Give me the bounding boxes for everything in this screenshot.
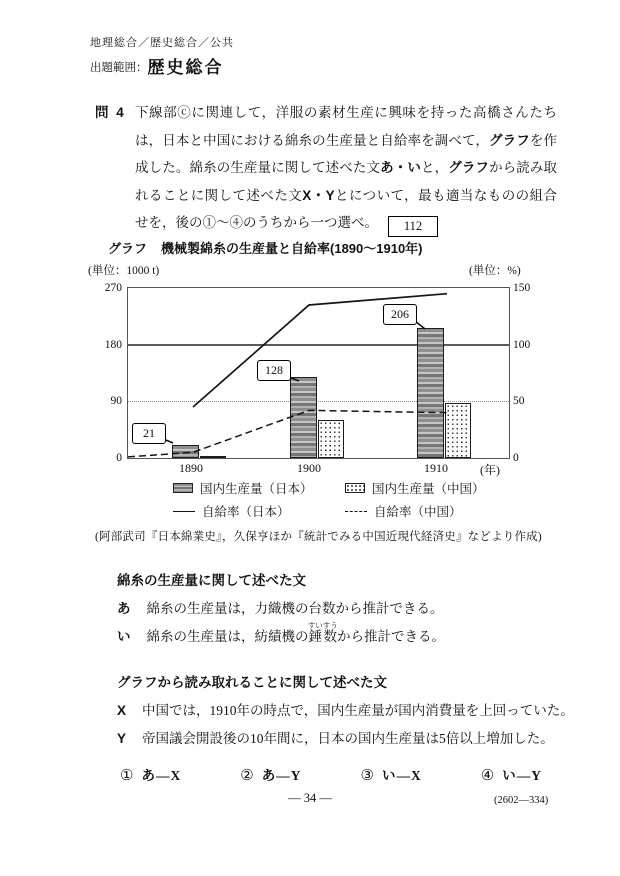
choice-3-number: ③ (360, 768, 374, 784)
y-axis-tick-right: 0 (513, 452, 519, 464)
choice-1 (120, 764, 181, 785)
statement-a-text: 綿糸の生産量は，力織機の台数から推計できる。 (146, 601, 444, 616)
statement-y-text: 帝国議会開設後の10年間に，日本の国内生産量は5倍以上増加した。 (142, 731, 554, 746)
choice-1-number: ① (120, 768, 134, 784)
statement-y (117, 727, 554, 747)
choice-2 (240, 764, 301, 785)
question-bold-a-i: あ・い (380, 160, 421, 176)
bar-china-1900 (318, 420, 344, 458)
y-axis-tick-left: 0 (116, 452, 122, 464)
question-text-4: から読み取れることに関して述べた文 (135, 160, 558, 203)
x-axis-label: 1910 (424, 461, 448, 475)
question-text-2: を作成した。綿糸の生産量に関して述べた文 (135, 132, 558, 176)
statement-i (117, 621, 445, 645)
japan-bar-swatch-icon (173, 483, 193, 493)
gridline (128, 344, 509, 346)
bar-japan-1910 (417, 328, 444, 458)
data-label-callout: 21 (132, 423, 166, 444)
chart-source-note: (阿部武司『日本綿業史』，久保亨ほか『統計でみる中国近現代経済史』などより作成) (95, 531, 542, 543)
choice-4 (481, 764, 542, 785)
chart-title-line (108, 238, 423, 257)
statement-x-label: X (117, 703, 127, 718)
statement-i-label: い (117, 629, 131, 644)
y-axis-tick-right: 100 (513, 338, 531, 351)
ruby-base: 錘数 (307, 629, 338, 644)
y-axis-tick-right: 50 (513, 395, 525, 408)
question-text-1: 下線部ⓒに関連して，洋服の素材生産に興味を持った高橋さんたちは，日本と中国における綿糸の生産量と自給率を調べて， (135, 105, 557, 148)
chart-plot (104, 282, 531, 477)
legend-label: 自給率（中国） (374, 505, 462, 519)
x-axis-year-suffix: (年) (480, 463, 500, 477)
subject-line: 地理総合／歴史総合／公共 (90, 37, 234, 49)
ruby-suisu (307, 621, 338, 644)
question-bold-graph-2: グラフ (448, 160, 490, 176)
answer-choices (120, 764, 542, 785)
data-label-callout: 206 (383, 304, 417, 325)
choice-2-label: あ―Y (261, 768, 302, 783)
x-axis-label: 1900 (297, 461, 321, 475)
question-text-3: と， (420, 160, 449, 176)
left-axis-unit: (単位：1000 t) (88, 265, 160, 277)
bar-japan-1900 (290, 377, 317, 458)
statement-x (117, 699, 574, 719)
choice-2-number: ② (240, 768, 254, 784)
y-axis-tick-right: 150 (513, 282, 531, 294)
question-text-5: とについて，最も適当なものの組合せを，後の①～④のうちから一つ選べ。 (135, 187, 558, 231)
ruby-furigana: すいすう (307, 621, 338, 630)
question-bold-x-y: X・Y (302, 187, 335, 203)
production-statements-heading: 綿糸の生産量に関して述べた文 (117, 573, 306, 588)
statement-i-text-post: から推計できる。 (337, 629, 445, 644)
statement-a (117, 597, 444, 617)
choice-3-label: い―X (381, 768, 422, 783)
chart-title: 機械製綿糸の生産量と自給率(1890～1910年) (161, 241, 423, 256)
y-axis-tick-left: 180 (104, 338, 122, 351)
document-code: (2602—334) (494, 795, 549, 806)
statement-a-label: あ (117, 601, 131, 616)
data-label-callout: 128 (257, 360, 291, 381)
solid-line-swatch-icon (173, 511, 195, 512)
answer-number-box: 112 (388, 216, 438, 237)
chart-label: グラフ (108, 241, 148, 256)
choice-3 (361, 764, 422, 785)
choice-4-number: ④ (480, 768, 495, 784)
dashed-line-swatch-icon (345, 511, 367, 512)
y-axis-tick-left: 270 (104, 282, 122, 294)
legend-label: 国内生産量（日本） (200, 482, 313, 496)
right-axis-unit: (単位：%) (469, 265, 521, 277)
legend-item-japan-production (173, 479, 345, 497)
legend-label: 国内生産量（中国） (372, 482, 485, 496)
graph-statements-heading: グラフから読み取れることに関して述べた文 (117, 675, 387, 690)
y-axis-tick-left: 90 (110, 395, 122, 408)
legend-label: 自給率（日本） (202, 505, 290, 519)
legend-item-japan-rate (173, 502, 345, 520)
question-bold-graph-1: グラフ (489, 132, 530, 148)
statement-x-text: 中国では，1910年の時点で，国内生産量が国内消費量を上回っていた。 (142, 703, 574, 718)
choice-1-label: あ―X (141, 768, 182, 783)
bar-china-1890 (200, 456, 226, 459)
chart-legend (173, 479, 533, 525)
statement-i-text-pre: 綿糸の生産量は，紡績機の (146, 629, 309, 644)
range-value: 歴史総合 (147, 58, 224, 77)
question-number: 問 4 (95, 105, 126, 120)
bar-china-1910 (445, 403, 471, 458)
choice-4-label: い―Y (502, 768, 542, 783)
range-label: 出題範囲： (90, 62, 148, 74)
legend-item-china-rate (345, 502, 517, 520)
bar-japan-1890 (172, 445, 199, 458)
china-bar-swatch-icon (345, 483, 365, 493)
x-axis-label: 1890 (179, 461, 203, 475)
statement-y-label: Y (117, 731, 127, 746)
exam-range-line (90, 53, 224, 78)
question-4 (95, 99, 557, 237)
legend-item-china-production (345, 479, 517, 497)
page-number: — 34 — (288, 791, 332, 805)
